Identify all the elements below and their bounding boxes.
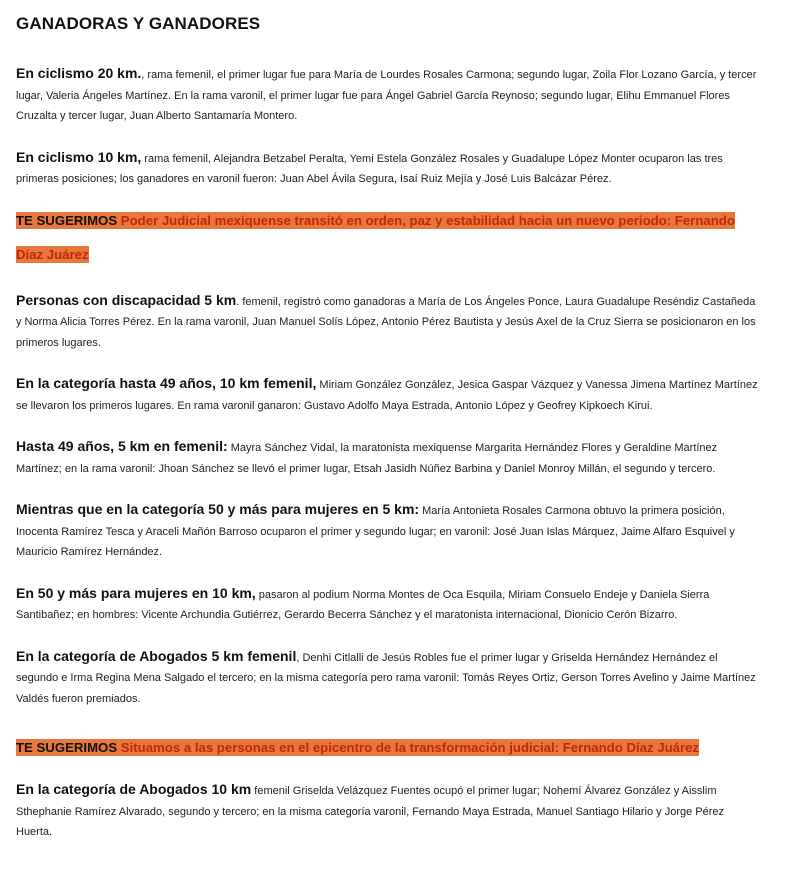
- paragraph-lead: En la categoría de Abogados 5 km femenil: [16, 647, 297, 664]
- paragraph-50-mas-5km: [16, 499, 760, 563]
- paragraph-discapacidad-5km: [16, 290, 760, 354]
- suggestion-highlight: [16, 212, 735, 263]
- paragraph-ciclismo-10km: [16, 147, 760, 190]
- paragraph-abogados-5km: [16, 646, 760, 710]
- paragraph-lead: Personas con discapacidad 5 km: [16, 291, 237, 308]
- paragraph-lead: En 50 y más para mujeres en 10 km,: [16, 584, 256, 601]
- paragraph-lead: Hasta 49 años, 5 km en femenil:: [16, 438, 228, 454]
- paragraph-hasta-49-10km: [16, 373, 760, 416]
- paragraph-text: rama femenil, Alejandra Betzabel Peralta, Yemi Estela González Rosales y Guadalupe López Monter ocuparon las tres primeras posiciones; los ganadores en varonil fueron: Juan Abel Ávila Segura, Isaí Ruiz Mejía y José Luis Balcázar Pérez.: [16, 152, 723, 185]
- paragraph-hasta-49-5km: [16, 436, 760, 479]
- paragraph-text: María Antonieta Rosales Carmona obtuvo la primera posición, Inocenta Ramírez Tesca y Araceli Mañón Barroso ocuparon el primer y segundo lugar; en varonil: José Juan Islas Márquez, Jaime Alfaro Esquivel y Mauricio Ramírez Hernández.: [16, 505, 735, 558]
- paragraph-lead: En ciclismo 10 km,: [16, 148, 142, 165]
- section-heading: GANADORAS Y GANADORES: [16, 14, 261, 33]
- suggestion-link[interactable]: Poder Judicial mexiquense transitó en orden, paz y estabilidad hacia un nuevo periodo: Fernando Díaz Juárez: [16, 212, 735, 262]
- paragraph-lead: En la categoría hasta 49 años, 10 km femenil,: [16, 375, 317, 391]
- paragraph-ciclismo-20km: [16, 63, 760, 127]
- paragraph-text: femenil Griselda Velázquez Fuentes ocupó el primer lugar; Nohemí Álvarez González y Aisslim Sthephanie Ramírez Alvarado, segundo y tercero; en la misma categoría varonil, Fernando Maya Estrada, Manuel Santiago Hilario y Jorge Pérez Huerta.: [16, 785, 725, 838]
- suggestion-highlight: [16, 739, 699, 756]
- paragraph-abogados-10km: [16, 779, 760, 843]
- paragraph-text: . femenil, registró como ganadoras a María de Los Ángeles Ponce, Laura Guadalupe Reséndiz Castañeda y Norma Alicia Torres Pérez. En la rama varonil, Juan Manuel Solís López, Antonio Pérez Bautista y Jesús Axel de la Cruz Sierra se posicionaron en los primeros lugares.: [16, 295, 756, 349]
- paragraph-lead: En ciclismo 20 km.: [16, 65, 142, 81]
- paragraph-50-mas-10km: [16, 583, 760, 626]
- article-body: [16, 13, 760, 843]
- paragraph-text: pasaron al podium Norma Montes de Oca Esquila, Miriam Consuelo Endeje y Daniela Sierra Santibañez; en hombres: Vicente Archundia Gutiérrez, Gerardo Becerra Sánchez y el maratonista internacional, Dionicio Cerón Bizarro.: [16, 588, 710, 621]
- suggestion-block-2: [16, 731, 760, 765]
- suggestion-link[interactable]: Situamos a las personas en el epicentro de la transformación judicial: Fernando Díaz Juárez: [120, 740, 700, 755]
- paragraph-text: Miriam González González, Jesica Gaspar Vázquez y Vanessa Jimena Martínez Martínez se llevaron los primeros lugares. En rama varonil ganaron: Gustavo Adolfo Maya Estrada, Antonio López y Geofrey Kipkoech Kirui.: [16, 379, 758, 412]
- paragraph-lead: En la categoría de Abogados 10 km: [16, 781, 252, 797]
- paragraph-text: Mayra Sánchez Vidal, la maratonista mexiquense Margarita Hernández Flores y Geraldine Martínez Martínez; en la rama varonil: Jhoan Sánchez se llevó el primer lugar, Etsah Jasidh Núñez Barbina y Daniel Monroy Millán, el segundo y tercero.: [16, 442, 718, 475]
- suggestion-tag: TE SUGERIMOS: [16, 212, 118, 228]
- suggestion-tag: TE SUGERIMOS: [16, 740, 118, 755]
- paragraph-text: , rama femenil, el primer lugar fue para María de Lourdes Rosales Carmona; segundo lugar, Zoila Flor Lozano García, y tercer lugar, Valeria Ángeles Martínez. En la rama varonil, el primer lugar fue para Ángel Gabriel García Reynoso; segundo lugar, Elihu Emmanuel Flores Cruzalta y tercer lugar, Juan Alberto Santamaría Montero.: [16, 69, 757, 122]
- paragraph-text: , Denhi Citlalli de Jesús Robles fue el primer lugar y Griselda Hernández Hernández el segundo e Irma Regina Mena Salgado el tercero; en la misma categoría pero rama varonil: Tomás Reyes Ortiz, Gerson Torres Avelino y Jaime Martínez Valdés fueron premiados.: [16, 651, 756, 705]
- suggestion-block-1: [16, 204, 760, 272]
- paragraph-lead: Mientras que en la categoría 50 y más para mujeres en 5 km:: [16, 501, 420, 517]
